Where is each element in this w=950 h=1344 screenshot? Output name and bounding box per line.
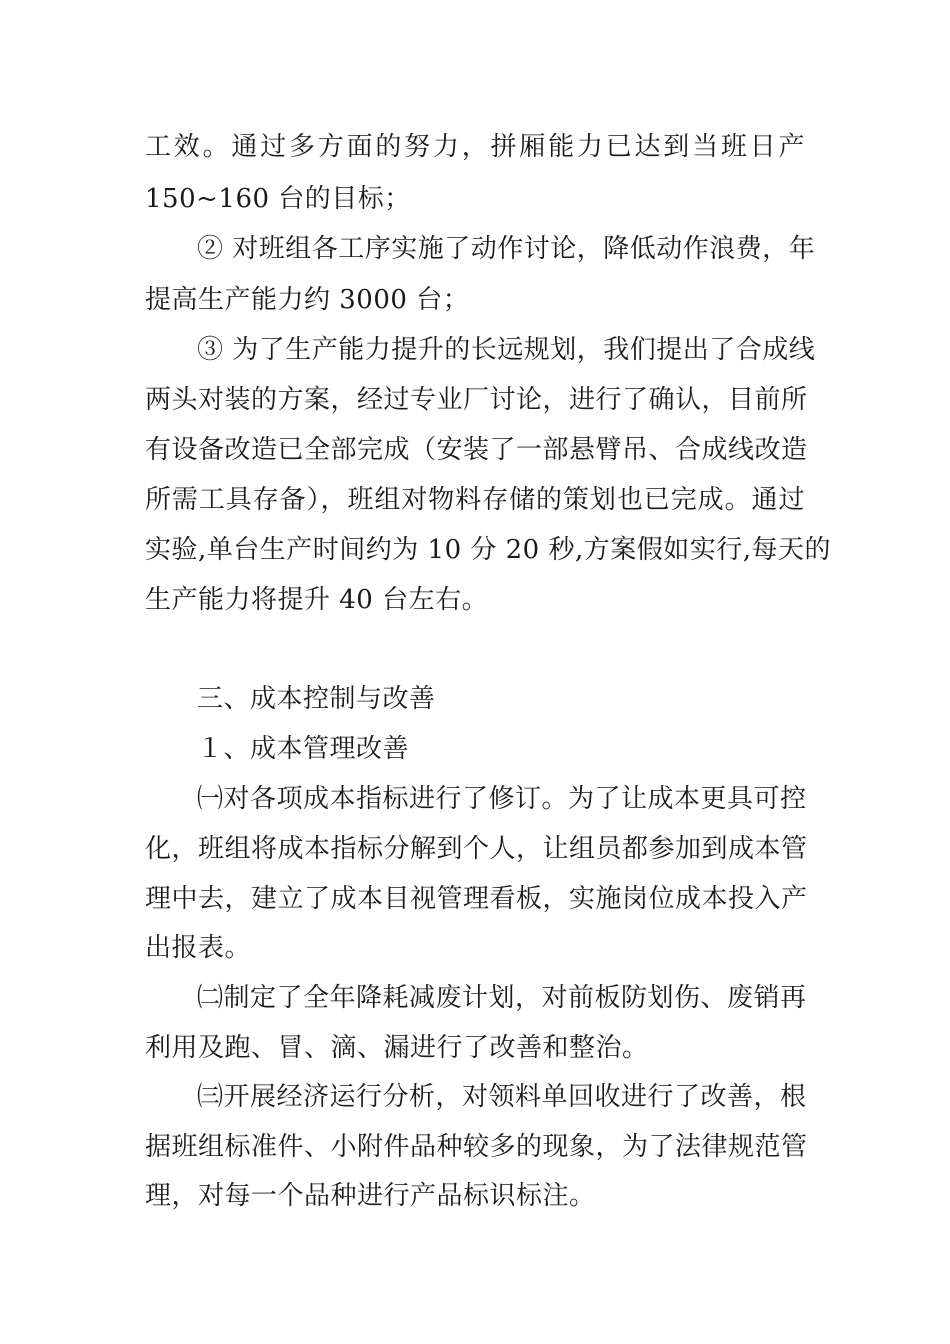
paragraph-line: 据班组标准件、小附件品种较多的现象，为了法律规范管 (145, 1132, 808, 1162)
paragraph-line: 生产能力将提升 40 台左右。 (145, 585, 489, 615)
paragraph-line: 提高生产能力约 3000 台； (145, 285, 470, 315)
paragraph-line: 150~160 台的目标； (145, 184, 411, 214)
subsection-heading: １、成本管理改善 (197, 734, 410, 764)
paragraph-line: ㈠对各项成本指标进行了修订。为了让成本更具可控 (197, 784, 807, 814)
paragraph-line: ③ 为了生产能力提升的长远规划，我们提出了合成线 (197, 335, 816, 365)
paragraph-line: 两头对装的方案，经过专业厂讨论，进行了确认，目前所 (145, 385, 808, 415)
paragraph-line: 理中去，建立了成本目视管理看板，实施岗位成本投入产 (145, 884, 808, 914)
paragraph-line: 所需工具存备），班组对物料存储的策划也已完成。通过 (145, 485, 805, 515)
paragraph-line: 利用及跑、冒、滴、漏进行了改善和整治。 (145, 1033, 649, 1063)
paragraph-line: 工效。通过多方面的努力，拼厢能力已达到当班日产 (145, 132, 805, 162)
paragraph-line: ㈢开展经济运行分析，对领料单回收进行了改善，根 (197, 1082, 807, 1112)
paragraph-line: ㈡制定了全年降耗减废计划，对前板防划伤、废销再 (197, 983, 807, 1013)
paragraph-line: ② 对班组各工序实施了动作讨论，降低动作浪费，年 (197, 234, 816, 264)
paragraph-line: 有设备改造已全部完成（安装了一部悬臂吊、合成线改造 (145, 435, 808, 465)
paragraph-line: 理，对每一个品种进行产品标识标注。 (145, 1181, 596, 1211)
paragraph-line: 实验,单台生产时间约为 10 分 20 秒,方案假如实行,每天的 (145, 535, 832, 565)
paragraph-line: 出报表。 (145, 933, 252, 963)
section-heading: 三、成本控制与改善 (197, 684, 436, 714)
paragraph-line: 化，班组将成本指标分解到个人，让组员都参加到成本管 (145, 834, 808, 864)
